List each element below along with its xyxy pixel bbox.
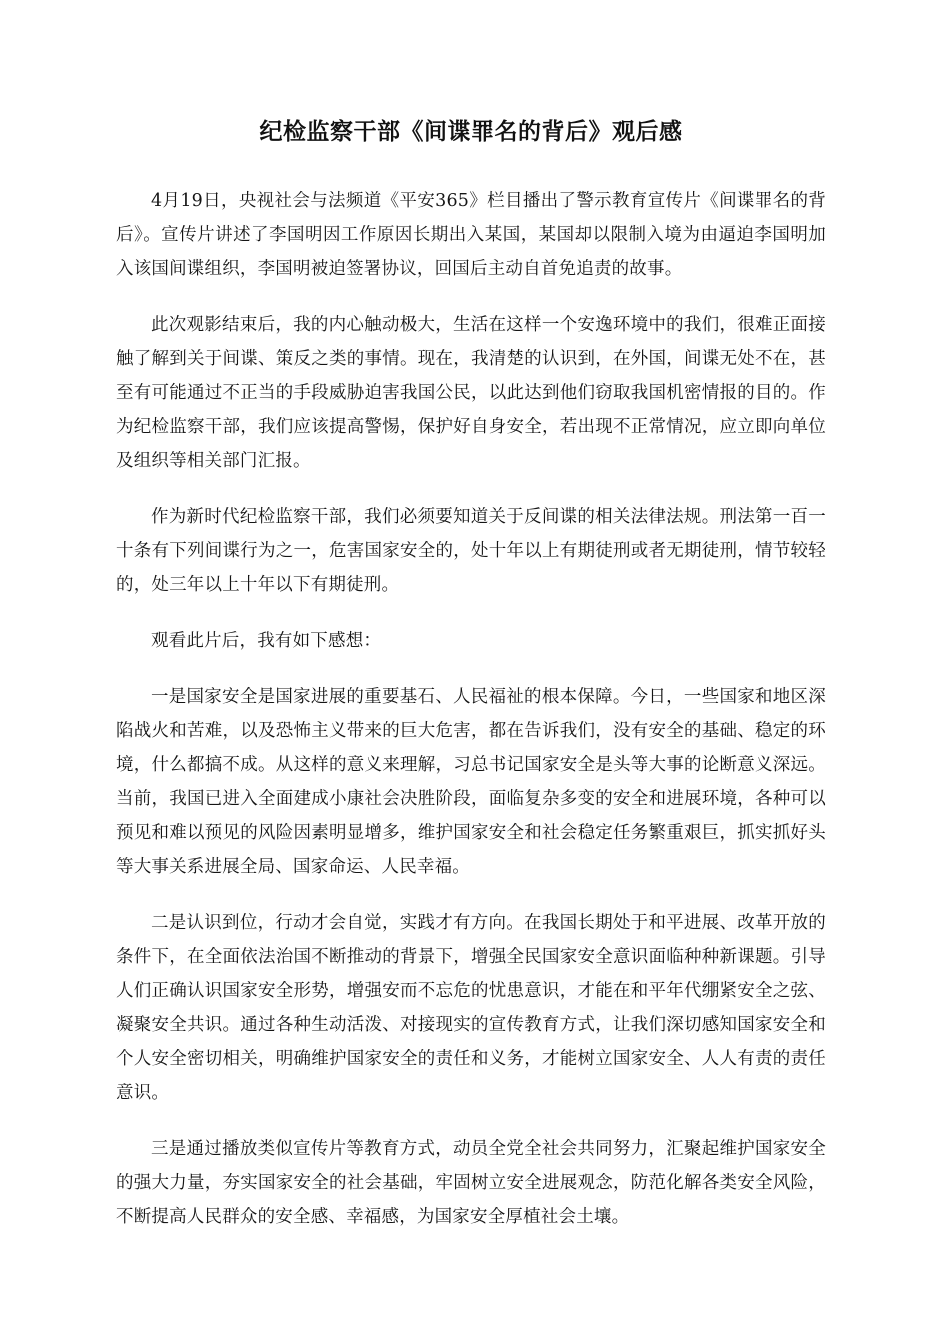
paragraph-7: 三是通过播放类似宣传片等教育方式，动员全党全社会共同努力，汇聚起维护国家安全的强大力量，夯实国家安全的社会基础，牢固树立安全进展观念，防范化解各类安全风险，不断提高人民群众的安全感、幸福感，为国家安全厚植社会土壤。	[116, 1139, 826, 1227]
paragraph-4: 观看此片后，我有如下感想：	[151, 631, 382, 651]
paragraph-1: 4月19日，央视社会与法频道《平安365》栏目播出了警示教育宣传片《间谍罪名的背后》。宣传片讲述了李国明因工作原因长期出入某国，某国却以限制入境为由逼迫李国明加入该国间谍组织，李国明被迫签署协议，回国后主动自首免追责的故事。	[116, 191, 826, 279]
paragraph-3: 作为新时代纪检监察干部，我们必须要知道关于反间谍的相关法律法规。刑法第一百一十条有下列间谍行为之一，危害国家安全的，处十年以上有期徒刑或者无期徒刑，情节较轻的，处三年以上十年以下有期徒刑。	[116, 507, 826, 595]
paragraph-6: 二是认识到位，行动才会自觉，实践才有方向。在我国长期处于和平进展、改革开放的条件下，在全面依法治国不断推动的背景下，增强全民国家安全意识面临种种新课题。引导人们正确认识国家安全形势，增强安而不忘危的忧患意识，才能在和平年代绷紧安全之弦、凝聚安全共识。通过各种生动活泼、对接现实的宣传教育方式，让我们深切感知国家安全和个人安全密切相关，明确维护国家安全的责任和义务，才能树立国家安全、人人有责的责任意识。	[116, 913, 826, 1103]
document-title: 纪检监察干部《间谍罪名的背后》观后感	[259, 119, 683, 145]
paragraph-5: 一是国家安全是国家进展的重要基石、人民福祉的根本保障。今日，一些国家和地区深陷战火和苦难，以及恐怖主义带来的巨大危害，都在告诉我们，没有安全的基础、稳定的环境，什么都搞不成。从这样的意义来理解，习总书记国家安全是头等大事的论断意义深远。当前，我国已进入全面建成小康社会决胜阶段，面临复杂多变的安全和进展环境，各种可以预见和难以预见的风险因素明显增多，维护国家安全和社会稳定任务繁重艰巨，抓实抓好头等大事关系进展全局、国家命运、人民幸福。	[116, 687, 826, 877]
document-body	[116, 184, 826, 1234]
paragraph-2: 此次观影结束后，我的内心触动极大，生活在这样一个安逸环境中的我们，很难正面接触了解到关于间谍、策反之类的事情。现在，我清楚的认识到，在外国，间谍无处不在，甚至有可能通过不正当的手段威胁迫害我国公民，以此达到他们窃取我国机密情报的目的。作为纪检监察干部，我们应该提高警惕，保护好自身安全，若出现不正常情况，应立即向单位及组织等相关部门汇报。	[116, 315, 826, 471]
